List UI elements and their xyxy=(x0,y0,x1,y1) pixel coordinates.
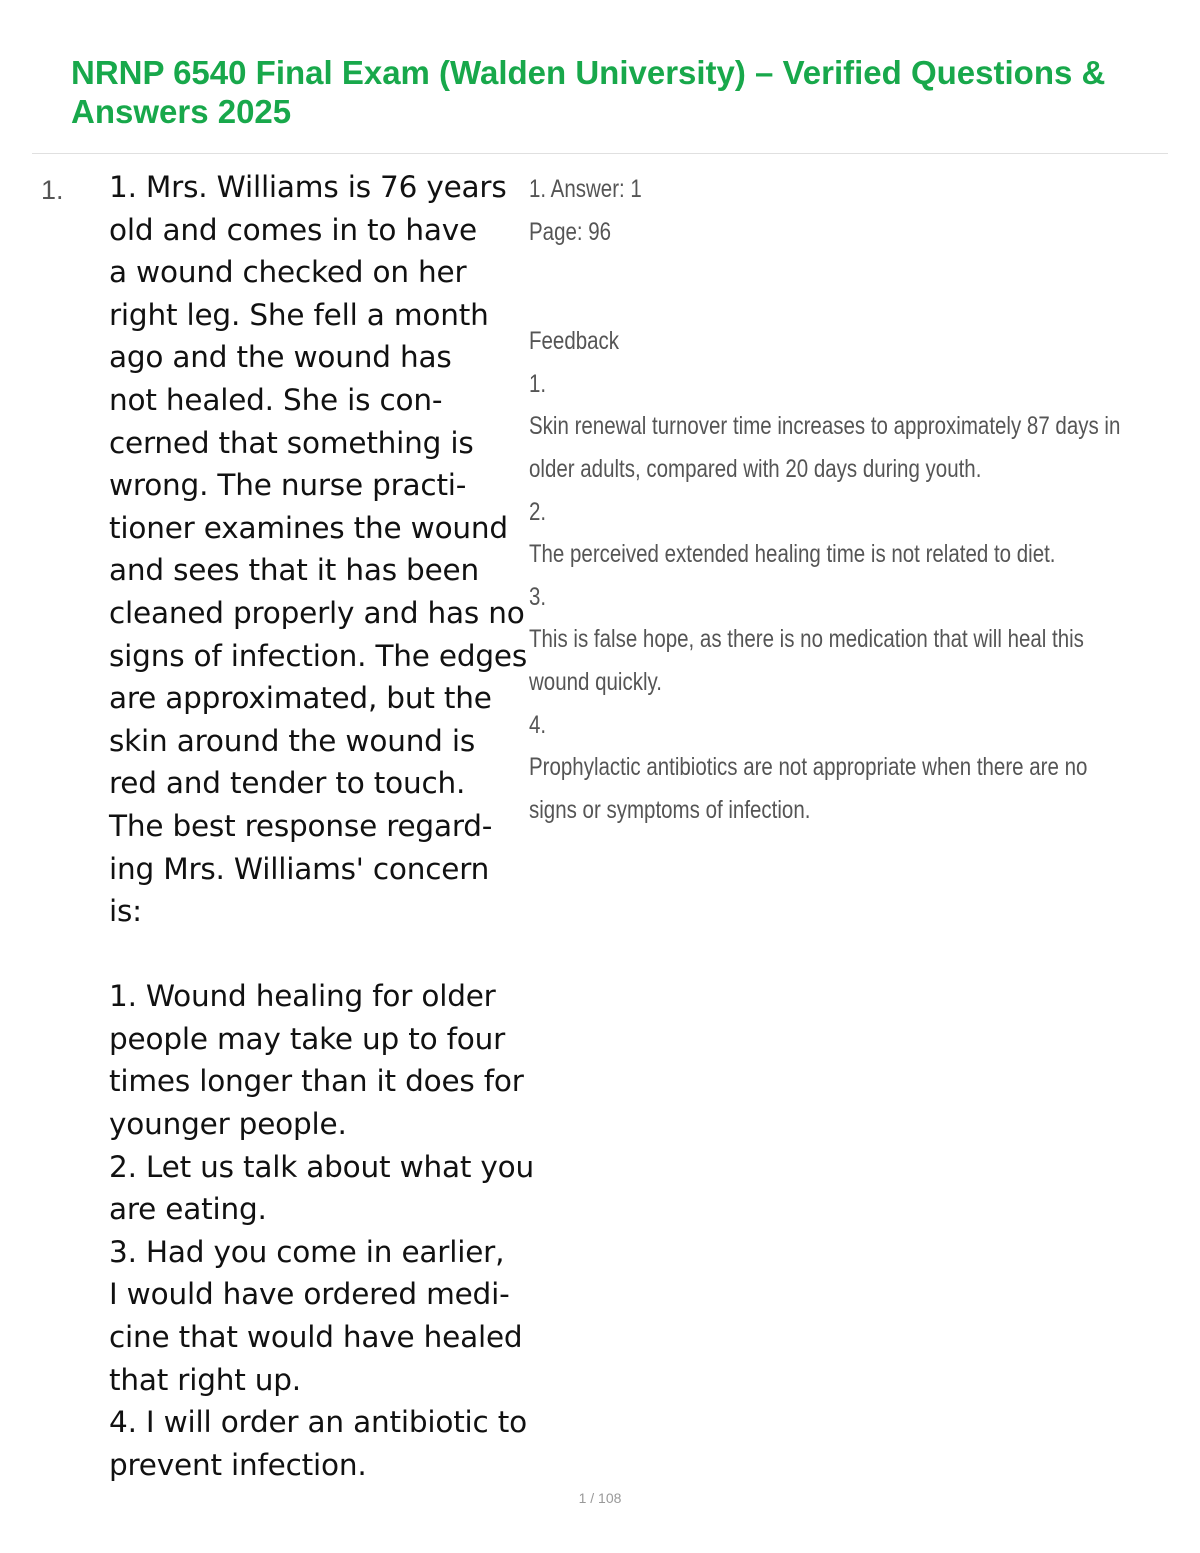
option-line: 2. Let us talk about what you xyxy=(109,1149,535,1184)
document-title: NRNP 6540 Final Exam (Walden University) – Verified Questions & Answers 2025 xyxy=(71,54,1106,130)
title-divider xyxy=(32,153,1168,154)
feedback-line: 3. xyxy=(529,582,547,611)
option-line: I would have ordered medi- xyxy=(109,1277,510,1312)
question-line: not healed. She is con- xyxy=(109,382,443,417)
answer-spacer xyxy=(529,253,1169,320)
option-line: prevent infection. xyxy=(109,1447,367,1482)
page-indicator: 1 / 108 xyxy=(578,1490,622,1506)
feedback-line: This is false hope, as there is no medication that will heal this xyxy=(529,625,1084,654)
feedback-line: 1. xyxy=(529,369,547,398)
question-line: tioner examines the wound xyxy=(109,510,508,545)
option-line: younger people. xyxy=(109,1107,347,1142)
answer-block xyxy=(529,168,1169,831)
option-line: cine that would have healed xyxy=(109,1320,523,1355)
feedback-line: The perceived extended healing time is not related to diet. xyxy=(529,540,1056,569)
question-line: cerned that something is xyxy=(109,425,474,460)
question-number: 1. xyxy=(41,175,64,205)
question-block xyxy=(109,166,535,1486)
question-gap xyxy=(109,933,529,976)
question-line: ago and the wound has xyxy=(109,340,452,375)
feedback-line: Skin renewal turnover time increases to approximately 87 days in xyxy=(529,412,1121,441)
answer-line: 1. Answer: 1 xyxy=(529,175,642,203)
feedback-line: signs or symptoms of infection. xyxy=(529,795,811,824)
page-reference: Page: 96 xyxy=(529,217,612,246)
question-line: are approximated, but the xyxy=(109,681,492,716)
feedback-line: older adults, compared with 20 days during youth. xyxy=(529,454,982,483)
option-line: 1. Wound healing for older xyxy=(109,979,496,1014)
question-line: right leg. She fell a month xyxy=(109,297,489,332)
option-line: are eating. xyxy=(109,1192,267,1227)
question-line: a wound checked on her xyxy=(109,255,467,290)
feedback-line: Prophylactic antibiotics are not appropriate when there are no xyxy=(529,753,1088,782)
question-line: The best response regard- xyxy=(109,808,493,843)
question-line: skin around the wound is xyxy=(109,723,476,758)
feedback-label: Feedback xyxy=(529,327,620,356)
question-line: old and comes in to have xyxy=(109,212,477,247)
option-line: 4. I will order an antibiotic to xyxy=(109,1405,527,1440)
question-line: 1. Mrs. Williams is 76 years xyxy=(109,170,507,204)
option-line: times longer than it does for xyxy=(109,1064,524,1099)
question-line: is: xyxy=(109,894,142,929)
question-line: wrong. The nurse practi- xyxy=(109,468,467,503)
question-line: and sees that it has been xyxy=(109,553,479,588)
feedback-line: 4. xyxy=(529,710,547,739)
question-line: signs of infection. The edges xyxy=(109,638,528,673)
option-line: people may take up to four xyxy=(109,1021,506,1056)
option-line: that right up. xyxy=(109,1362,301,1397)
feedback-line: 2. xyxy=(529,497,547,526)
question-line: red and tender to touch. xyxy=(109,766,466,801)
question-line: ing Mrs. Williams' concern xyxy=(109,851,490,886)
option-line: 3. Had you come in earlier, xyxy=(109,1234,505,1269)
feedback-line: wound quickly. xyxy=(529,667,662,696)
question-line: cleaned properly and has no xyxy=(109,595,525,630)
